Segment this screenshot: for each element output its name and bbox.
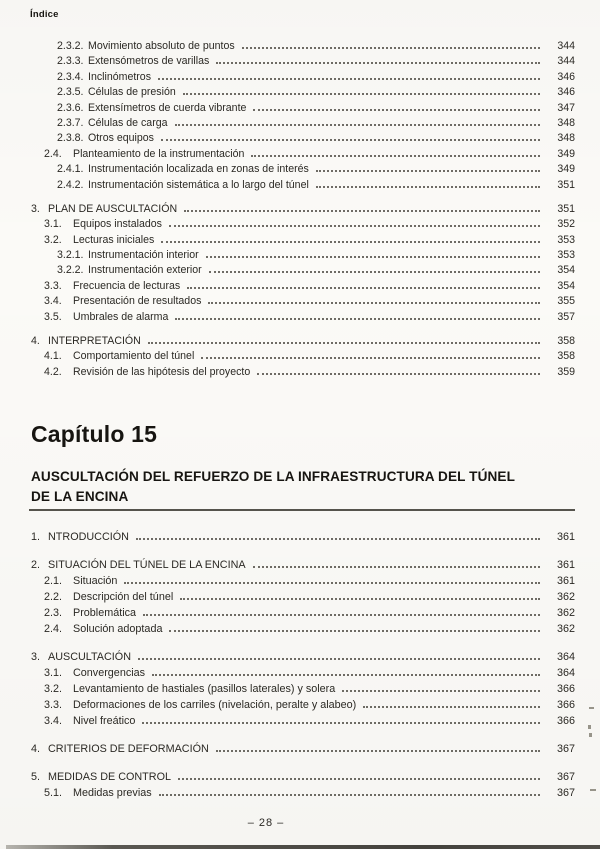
toc-entry-title: Equipos instalados bbox=[73, 218, 162, 231]
toc-entry-number: 2.3.5. bbox=[57, 86, 84, 99]
toc-entry-page: 362 bbox=[556, 591, 575, 604]
dot-leader bbox=[201, 357, 540, 359]
toc-entry-number: 2.3.4. bbox=[57, 70, 84, 83]
toc-entry-number: 2.3.3. bbox=[57, 55, 84, 68]
toc-entry-page: 358 bbox=[557, 350, 575, 363]
dot-leader bbox=[124, 582, 540, 584]
toc-entry bbox=[0, 203, 575, 218]
page-number-footer: – 28 – bbox=[247, 817, 285, 830]
toc-entry-page: 351 bbox=[557, 202, 575, 215]
toc-entry-number: 3.2. bbox=[44, 683, 63, 696]
toc-entry-title: PLAN DE AUSCULTACIÓN bbox=[48, 202, 178, 215]
toc-entry bbox=[0, 591, 575, 607]
dot-leader bbox=[180, 598, 540, 600]
dot-leader bbox=[251, 155, 540, 157]
toc-entry bbox=[0, 280, 575, 295]
toc-entry bbox=[0, 607, 575, 623]
toc-entry-page: 353 bbox=[557, 233, 575, 246]
toc-entry-title: CRITERIOS DE DEFORMACIÓN bbox=[48, 743, 209, 756]
dot-leader bbox=[148, 342, 540, 344]
toc-entry-number: 2.4.2. bbox=[57, 178, 84, 191]
toc-entry bbox=[0, 295, 575, 310]
toc-entry bbox=[0, 179, 575, 194]
toc-entry-number: 4. bbox=[31, 743, 41, 756]
toc-entry-number: 3.2. bbox=[44, 233, 62, 246]
dot-leader bbox=[178, 778, 540, 780]
toc-entry-title: Umbrales de alarma bbox=[73, 310, 169, 323]
toc-entry bbox=[0, 350, 575, 365]
toc-entry-number: 2.3.7. bbox=[57, 116, 84, 129]
toc-entry-number: 3.1. bbox=[44, 218, 62, 231]
dot-leader bbox=[159, 794, 540, 796]
toc-entry-title: Instrumentación exterior bbox=[88, 264, 202, 277]
toc-entry-page: 359 bbox=[557, 365, 575, 378]
toc-entry-title: Descripción del túnel bbox=[73, 591, 174, 604]
toc-entry-page: 347 bbox=[557, 101, 575, 114]
scan-artifact bbox=[589, 733, 592, 737]
toc-entry-number: 2. bbox=[31, 559, 41, 572]
dot-leader bbox=[142, 722, 540, 724]
toc-entry-page: 344 bbox=[557, 40, 575, 52]
chapter-title bbox=[31, 467, 575, 507]
toc-entry-page: 367 bbox=[556, 787, 575, 800]
toc-entry-title: Planteamiento de la instrumentación bbox=[73, 147, 245, 160]
toc-entry-page: 358 bbox=[557, 335, 575, 348]
toc-entry-title: Células de presión bbox=[88, 86, 176, 99]
scan-artifact bbox=[589, 707, 594, 709]
dot-leader bbox=[216, 62, 540, 64]
toc-entry-page: 354 bbox=[557, 264, 575, 277]
toc-list-chapter bbox=[0, 531, 600, 803]
toc-entry-number: 2.3. bbox=[44, 607, 63, 620]
scan-artifact bbox=[590, 789, 596, 791]
toc-entry-title: AUSCULTACIÓN bbox=[48, 651, 131, 664]
toc-entry bbox=[0, 623, 575, 639]
toc-entry-number: 2.4. bbox=[44, 147, 62, 160]
dot-leader bbox=[253, 109, 540, 111]
toc-entry-page: 367 bbox=[556, 771, 575, 784]
dot-leader bbox=[187, 287, 540, 289]
toc-entry-page: 362 bbox=[556, 623, 575, 636]
toc-entry-number: 3.1. bbox=[44, 667, 63, 680]
toc-entry bbox=[0, 55, 575, 70]
toc-entry-title: SITUACIÓN DEL TÚNEL DE LA ENCINA bbox=[48, 559, 246, 572]
toc-entry-title: Solución adoptada bbox=[73, 623, 163, 636]
scan-edge-shadow bbox=[6, 845, 600, 849]
toc-entry-title: Movimiento absoluto de puntos bbox=[88, 40, 235, 52]
toc-entry-title: INTERPRETACIÓN bbox=[48, 335, 141, 348]
toc-entry bbox=[0, 102, 575, 117]
toc-entry-number: 3.2.1. bbox=[57, 249, 84, 262]
toc-entry bbox=[0, 264, 575, 279]
toc-entry-title: MEDIDAS DE CONTROL bbox=[48, 771, 171, 784]
toc-entry-title: Células de carga bbox=[88, 116, 168, 129]
toc-entry-page: 355 bbox=[557, 295, 575, 308]
toc-entry-number: 2.4.1. bbox=[57, 163, 84, 176]
toc-entry-title: NTRODUCCIÓN bbox=[48, 531, 129, 544]
toc-entry bbox=[0, 743, 575, 759]
toc-entry bbox=[0, 699, 575, 715]
dot-leader bbox=[175, 318, 540, 320]
toc-entry bbox=[0, 366, 575, 381]
toc-entry-title: Lecturas iniciales bbox=[73, 233, 155, 246]
index-header-label: Índice bbox=[30, 9, 59, 20]
dot-leader bbox=[208, 302, 540, 304]
toc-entry-page: 346 bbox=[557, 86, 575, 99]
toc-entry-title: Instrumentación localizada en zonas de interés bbox=[88, 163, 309, 176]
dot-leader bbox=[342, 690, 540, 692]
toc-entry-page: 351 bbox=[557, 178, 575, 191]
toc-entry-title: Nivel freático bbox=[73, 715, 136, 728]
toc-entry-title: Problemática bbox=[73, 607, 137, 620]
toc-entry bbox=[0, 163, 575, 178]
toc-entry-page: 361 bbox=[556, 559, 575, 572]
toc-entry-number: 2.3.2. bbox=[57, 40, 84, 52]
dot-leader bbox=[184, 210, 540, 212]
toc-entry-page: 344 bbox=[557, 55, 575, 68]
dot-leader bbox=[216, 750, 540, 752]
toc-entry-number: 3. bbox=[31, 202, 40, 215]
toc-entry-number: 2.3.6. bbox=[57, 101, 84, 114]
dot-leader bbox=[316, 186, 540, 188]
dot-leader bbox=[257, 373, 540, 375]
toc-entry bbox=[0, 311, 575, 326]
toc-entry-number: 5.1. bbox=[44, 787, 63, 800]
chapter-heading: Capítulo 15 bbox=[31, 421, 158, 448]
toc-entry-number: 3. bbox=[31, 651, 41, 664]
toc-entry-title: Inclinómetros bbox=[88, 70, 151, 83]
toc-entry-number: 2.2. bbox=[44, 591, 63, 604]
chapter-title-underline bbox=[29, 509, 575, 511]
toc-entry bbox=[0, 715, 575, 731]
toc-entry bbox=[0, 249, 575, 264]
toc-entry-page: 366 bbox=[556, 715, 575, 728]
toc-entry bbox=[0, 771, 575, 787]
toc-entry-title: Extensómetros de varillas bbox=[88, 55, 210, 68]
toc-entry-number: 3.3. bbox=[44, 279, 62, 292]
toc-entry-page: 361 bbox=[556, 531, 575, 544]
toc-entry-title: Extensímetros de cuerda vibrante bbox=[88, 101, 247, 114]
toc-entry-number: 4.2. bbox=[44, 365, 62, 378]
dot-leader bbox=[161, 139, 540, 141]
toc-entry-title: Deformaciones de los carriles (nivelación, peralte y alabeo) bbox=[73, 699, 357, 712]
dot-leader bbox=[209, 271, 540, 273]
toc-entry-title: Comportamiento del túnel bbox=[73, 350, 195, 363]
toc-entry-number: 2.1. bbox=[44, 575, 63, 588]
toc-entry-number: 1. bbox=[31, 531, 41, 544]
toc-entry bbox=[0, 148, 575, 163]
toc-entry-page: 367 bbox=[556, 743, 575, 756]
toc-entry-page: 348 bbox=[557, 116, 575, 129]
toc-entry-number: 5. bbox=[31, 771, 41, 784]
dot-leader bbox=[253, 566, 540, 568]
dot-leader bbox=[143, 614, 540, 616]
toc-entry-page: 366 bbox=[556, 683, 575, 696]
toc-entry bbox=[0, 218, 575, 233]
toc-entry-title: Levantamiento de hastiales (pasillos laterales) y solera bbox=[73, 683, 336, 696]
toc-entry bbox=[0, 86, 575, 101]
toc-entry-page: 357 bbox=[557, 310, 575, 323]
toc-entry-number: 3.3. bbox=[44, 699, 63, 712]
toc-entry-number: 4.1. bbox=[44, 350, 62, 363]
toc-entry-page: 352 bbox=[557, 218, 575, 231]
toc-entry-page: 349 bbox=[557, 163, 575, 176]
toc-entry-title: Otros equipos bbox=[88, 132, 154, 145]
toc-entry-number: 3.4. bbox=[44, 715, 63, 728]
toc-entry bbox=[0, 234, 575, 249]
toc-entry-page: 364 bbox=[556, 667, 575, 680]
toc-entry-title: Medidas previas bbox=[73, 787, 152, 800]
chapter-title-line-2: DE LA ENCINA bbox=[31, 489, 129, 505]
toc-entry-number: 3.5. bbox=[44, 310, 62, 323]
toc-entry bbox=[0, 132, 575, 147]
dot-leader bbox=[316, 170, 540, 172]
toc-entry-title: Convergencias bbox=[73, 667, 146, 680]
toc-entry-page: 362 bbox=[556, 607, 575, 620]
toc-entry-title: Situación bbox=[73, 575, 118, 588]
toc-entry bbox=[0, 667, 575, 683]
toc-entry bbox=[0, 683, 575, 699]
dot-leader bbox=[152, 674, 540, 676]
toc-entry-page: 346 bbox=[557, 70, 575, 83]
dot-leader bbox=[136, 538, 540, 540]
toc-entry-title: Presentación de resultados bbox=[73, 295, 202, 308]
toc-entry-title: Frecuencia de lecturas bbox=[73, 279, 181, 292]
dot-leader bbox=[363, 706, 540, 708]
toc-entry-number: 2.4. bbox=[44, 623, 63, 636]
dot-leader bbox=[169, 225, 540, 227]
toc-entry bbox=[0, 787, 575, 803]
toc-entry-number: 2.3.8. bbox=[57, 132, 84, 145]
toc-entry bbox=[0, 559, 575, 575]
toc-entry bbox=[0, 71, 575, 86]
dot-leader bbox=[169, 630, 540, 632]
toc-entry bbox=[0, 651, 575, 667]
toc-entry-page: 349 bbox=[557, 147, 575, 160]
scan-artifact bbox=[588, 725, 591, 729]
chapter-title-line-1: AUSCULTACIÓN DEL REFUERZO DE LA INFRAESTRUCTURA DEL TÚNEL bbox=[31, 469, 515, 485]
toc-entry-page: 366 bbox=[556, 699, 575, 712]
toc-entry-page: 364 bbox=[556, 651, 575, 664]
toc-entry-number: 4. bbox=[31, 335, 40, 348]
toc-entry-page: 354 bbox=[557, 279, 575, 292]
toc-entry-number: 3.4. bbox=[44, 295, 62, 308]
toc-entry-page: 361 bbox=[556, 575, 575, 588]
toc-entry-title: Revisión de las hipótesis del proyecto bbox=[73, 365, 251, 378]
toc-entry bbox=[0, 531, 575, 547]
toc-entry bbox=[0, 335, 575, 350]
toc-entry bbox=[0, 117, 575, 132]
toc-entry-page: 353 bbox=[557, 249, 575, 262]
dot-leader bbox=[138, 658, 540, 660]
toc-entry-title: Instrumentación sistemática a lo largo del túnel bbox=[88, 178, 309, 191]
toc-entry-page: 348 bbox=[557, 132, 575, 145]
toc-entry-number: 3.2.2. bbox=[57, 264, 84, 277]
toc-list-top bbox=[0, 40, 600, 381]
dot-leader bbox=[183, 93, 540, 95]
dot-leader bbox=[158, 78, 540, 80]
toc-entry bbox=[0, 40, 575, 55]
toc-entry bbox=[0, 575, 575, 591]
dot-leader bbox=[206, 256, 540, 258]
dot-leader bbox=[175, 124, 541, 126]
toc-entry-title: Instrumentación interior bbox=[88, 249, 199, 262]
dot-leader bbox=[242, 47, 540, 49]
dot-leader bbox=[161, 241, 540, 243]
